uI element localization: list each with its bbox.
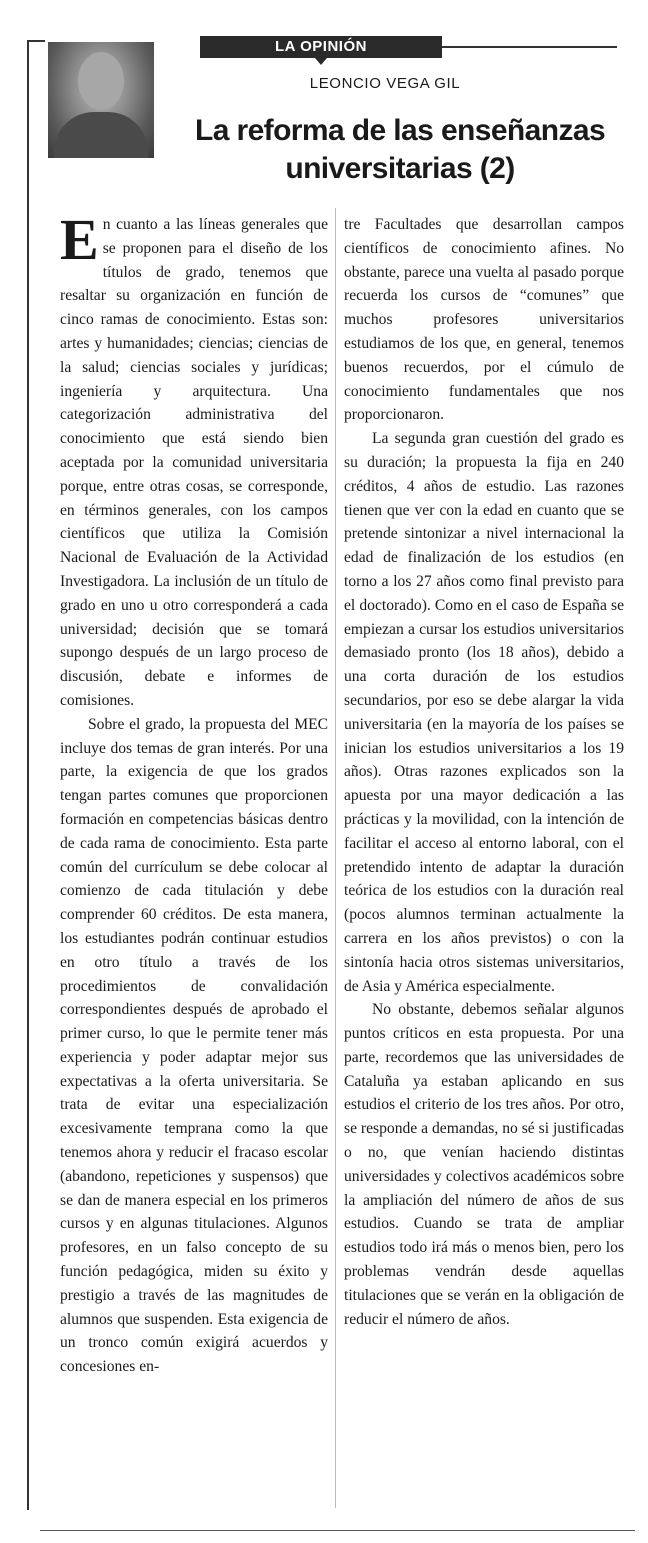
paragraph: La segunda gran cuestión del grado es su duración; la propuesta la fija en 240 créditos, 4 años de estudio. Las razones tienen que ver con la edad en cuanto que se pretende sintonizar a nivel internacional la edad de finalización de los estudios (en torno a los 27 años como final previsto para el doctorado). Como en el caso de España se empiezan a cursar los estudios universitarios demasiado pronto (los 18 años), debido a una corta duración de los estudios secundarios, por eso se debe alargar la vida universitaria (en la mayoría de los países se inician los estudios universitarios a los 19 años). Otras razones explicados son la apuesta por una mayor dedicación a las prácticas y la movilidad, con la intención de facilitar el acceso al entorno laboral, con el pretendido intento de adaptar la duración teórica de los estudios con la duración real (pocos alumnos terminan actualmente la carrera en los años previstos) o con la sintonía hacia otros sistemas universitarios, de Asia y América especialmente.: [344, 430, 624, 995]
paragraph: Sobre el grado, la propuesta del MEC incluye dos temas de gran interés. Por una parte, la exigencia de que los grados tengan partes comunes que proporcionen formación en competencias básicas dentro de cada rama de conocimiento. Esta parte común del currículum se debe colocar al comienzo de cada titulación y debe comprender 60 créditos. De esta manera, los estudiantes podrán continuar estudios en otro título a través de los procedimientos de convalidación correspondientes después de aprobado el primer curso, lo que le permite tener más experiencia y poder adaptar mejor sus expectativas a la oferta universitaria. Se trata de evitar una especialización excesivamente temprana como la que tenemos ahora y reducir el fracaso escolar (abandono, repeticiones y suspensos) que se dan de manera especial en los primeros cursos y en algunas titulaciones. Algunos profesores, en un falso concepto de su función pedagógica, miden su éxito y prestigio a través de las magnitudes de alumnos que suspenden. Esta exigencia de un tronco común exigirá acuerdos y concesiones en-: [60, 715, 328, 1376]
article-column-left: [60, 207, 328, 1379]
author-byline: LEONCIO VEGA GIL: [309, 75, 461, 92]
paragraph: [60, 207, 328, 713]
author-photo-shoulders: [54, 112, 148, 158]
top-rule-tick: [27, 40, 45, 42]
paragraph: No obstante, debemos señalar algunos puntos críticos en esta propuesta. Por una parte, recordemos que las universidades de Cataluña ya estaban aplicando en sus estudios el criterio de los tres años. Por otro, se responde a demandas, no sé si justificadas o no, que venían haciendo distintas universidades y colectivos académicos sobre la ampliación del número de años de sus estudios. Cuando se trata de ampliar estudios todo irá más o menos bien, pero los problemas vendrán desde aquellas titulaciones que se verán en la obligación de reducir el número de años.: [344, 1001, 624, 1328]
section-banner: LA OPINIÓN: [200, 36, 442, 58]
drop-cap: E: [60, 207, 99, 272]
column-divider: [335, 208, 336, 1508]
article-title: [170, 112, 630, 188]
article-column-right: [344, 213, 624, 1331]
left-column-rule: [27, 40, 29, 1510]
title-line-2: universitarias (2): [285, 152, 515, 185]
header-rule: [442, 46, 617, 48]
bottom-rule: [40, 1530, 635, 1531]
author-photo: [48, 42, 154, 158]
paragraph-text: n cuanto a las líneas generales que se proponen para el diseño de los títulos de grado, tenemos que resaltar su organización en función de cinco ramas de conocimiento. Estas son: artes y humanidades; ciencias; ciencias de la salud; ciencias sociales y jurídicas; ingeniería y arquitectura. Una categorización administrativa del conocimiento que está siendo bien aceptada por la comunidad universitaria porque, entre otras cosas, se corresponde, en términos generales, con los campos científicos que utiliza la Comisión Nacional de Evaluación de la Actividad Investigadora. La inclusión de un título de grado en uno u otro corresponderá a cada universidad; decisión que se tomará supongo después de un largo proceso de discusión, debate e informes de comisiones.: [60, 216, 328, 709]
title-line-1: La reforma de las enseñanzas: [194, 114, 606, 147]
author-photo-head: [78, 52, 124, 110]
paragraph: tre Facultades que desarrollan campos científicos de conocimiento afines. No obstante, parece una vuelta al pasado porque recuerda los cursos de “comunes” que muchos profesores universitarios estudiamos de los que, en general, tenemos buenos recuerdos, por el cúmulo de conocimiento fundamentales que nos proporcionaron.: [344, 216, 624, 424]
